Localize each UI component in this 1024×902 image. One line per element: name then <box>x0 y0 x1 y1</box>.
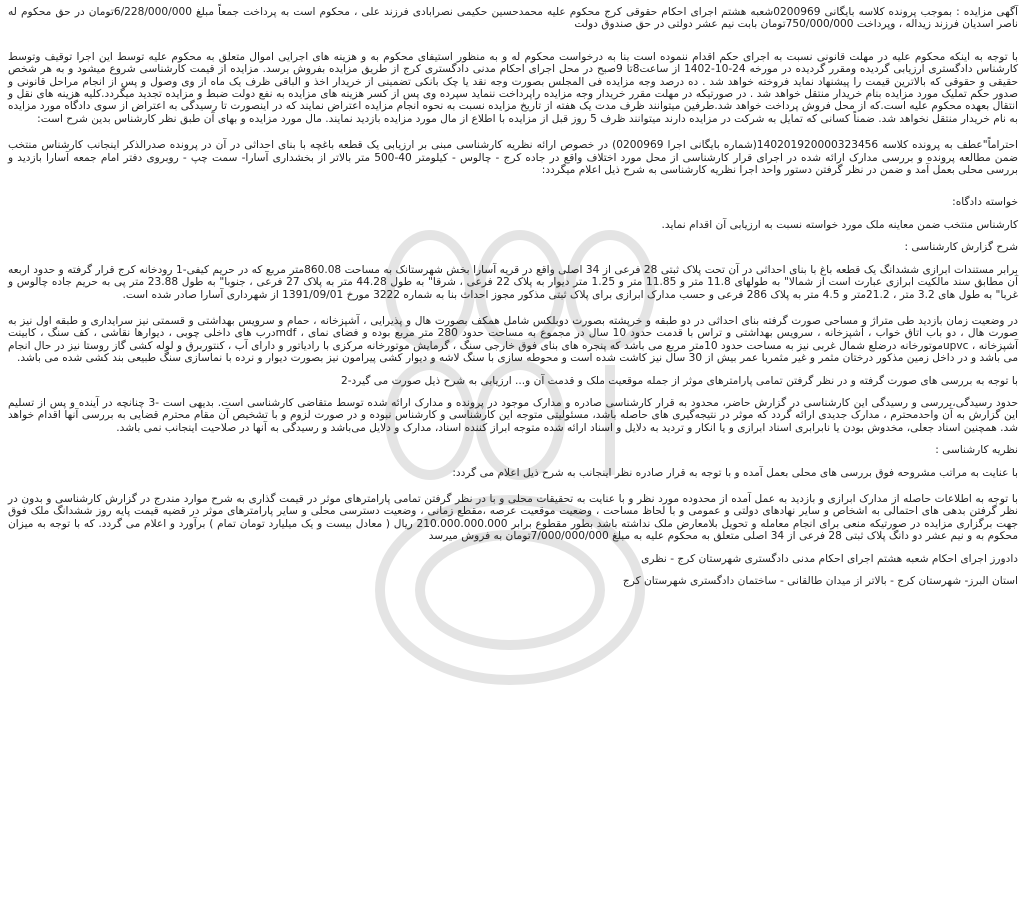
property-description: برابر مستندات ابرازی ششدانگ یک قطعه باغ با بنای احداثی در آن تحت پلاک ثبتی 28 فرعی از 34 اصلی واقع در قریه آسارا بخش شهرستانک به مساحت 860.08متر مربع که در حریم کیفی-1 رودخانه کرج قرار گرفته و حدود اربعه آن مطابق سند مالکیت ابرازی عبارت است از شمالا" به طولهای 11.8 متر و 11.85 متر و 1.25 متر دیوار به پلاک 22 فرعی ، شرقا" به طول 44.28 متر به پلاک 27 فرعی ، جنوبا" به طول 23.88 متر پی به حریم جاده چالوس و غربا" به طول های 3.2 متر ، 21.2متر و 4.5 متر به پلاک 286 فرعی و حسب مدارک ابرازی برای پلاک ثبتی مذکور مجوز احداث بنا به شماره 3222 مورخ 1391/09/01 از شهرداری آسارا صادر شده است. <box>8 263 1018 301</box>
scope-disclaimer: حدود رسیدگی،بررسی و رسیدگی این کارشناسی در گزارش حاضر، محدود به قرار کارشناسی صادره و مدارک موجود در پرونده و مدارک ارائه شده توسط متقاضی کارشناسی است. بدیهی است -3 چنانچه در آینده و پس از تسلیم این گزارش به آن واحدمحترم ، مدارک جدیدی ارائه گردد که موثر در نتیجه‌گیری های حاصله باشد، مسئولیتی متوجه این کارشناسی و کارشناس نبوده و در صورت لزوم و با تشخیص آن مقام محترم قضایی به بررسی آنها اقدام خواهد شد. همچنین اسناد جعلی، مخدوش بودن یا نابرابری اسناد ابرازی و یا انکار و تردید به دلایل و اسناد ارائه شده متوجه ابراز کننده اسناد، مدارک و دلایل می‌باشد و رسیدگی به آنها در صلاحیت اینجانب نمی باشد. <box>8 396 1018 434</box>
valuation-paragraph: با توجه به اطلاعات حاصله از مدارک ابرازی و بازدید به عمل آمده از محدوده مورد نظر و با عنایت به تحقیقات محلی و با در نظر گرفتن تمامی پارامترهای موثر در قیمت گذاری به شرح موارد مندرج در گزارش کارشناسی و بدون در نظر گرفتن بدهی های احتمالی به اشخاص و سایر نهادهای دولتی و عمومی و با لحاظ مساحت ، وضعیت موقعیت عرصه ،مقطع زمانی ، وضعیت دسترسی محلی و سایر پارامترهای موثر در قضیه قیمت پایه روز ششدانگ ملک فوق جهت برگزاری مزایده در صورتیکه منعی برای انجام معامله و تحویل بلامعارض ملک نداشته باشد بطور مقطوع برابر 210.000.000.000 ریال ( معادل بیست و یک میلیارد تومان تمام ) برآورد و اعلام می گردد. که با توجه به میزان محکوم به و نیم عشر دو دانگ پلاک ثبتی 28 فرعی از 34 اصلی متعلق به محکوم علیه به مبلغ 7/000/000/000تومان به فروش میرسد <box>8 492 1019 543</box>
auction-terms: با توجه به اینکه محکوم علیه در مهلت قانونی نسبت به اجرای حکم اقدام ننموده است بنا به درخواست محکوم له و به منظور استیفای محکوم به و هزینه های اجرایی اموال متعلق به محکوم علیه توسط این اجرا توقیف وتوسط کارشناس دادگستری ارزیابی گردیده ومقرر گردیده در مورخه 24-10-1402 از ساعت8تا 9صبح در محل اجرای احکام مدنی دادگستری کرج از طریق مزایده بفروش برسد. مزایده از قیمت کارشناسی شروع میشود و به هر شخص حقیقی و حقوقی که بالاترین قیمت را پیشنهاد نماید فروخته خواهد شد . ده درصد وجه مزایده فی المجلس بصورت وجه نقد یا چک بانکی تضمینی از خریدار اخذ و الباقی ظرف یک ماه از وی وصول و پس از انجام مراحل قانونی و صدور حکم تملیک مورد مزایده بنام خریدار منتقل خواهد شد . در صورتیکه در مهلت مقرر خریدار وجه مزایده راپرداخت ننماید سپرده وی پس از کسر هزینه های مزایده به نفع دولت ضبط و مزایده تجدید میگردد.کلیه هزینه های نقل و انتقال بعهده محکوم علیه است.که از محل فروش پرداخت خواهد شد.طرفین میتوانند ظرف مدت یک هفته از تاریخ مزایده نسبت به نحوه انجام مزایده اعتراض نمایند که در اینصورت تا رسیدگی به اعتراض از سوی دادگاه مورد مزایده به نام خریدار منتقل نخواهد شد. ضمناً کسانی که تمایل به شرکت در مزایده دارند میتوانند ظرف 5 روز قبل از مزایده با اطلاع از مال مورد مزایده بازدید نمایند. مال مورد مزایده و بهای آن طبق نظر کارشناس بدین شرح است: <box>8 50 1018 125</box>
expert-report-intro: احتراماً"عطف به پرونده کلاسه 140201920000323456(شماره بایگانی اجرا 0200969) در خصوص ارائه نظریه کارشناسی مبنی بر ارزیابی یک قطعه باغچه با بنای احداثی در آن در پرونده صدرالذکر اینجانب کارشناس منتخب ضمن مطالعه پرونده و بررسی مدارک ارائه شده در اجرای قرار کارشناسی از محل مورد اختلاف واقع در جاده کرج - چالوس - کیلومتر 40-500 متر بالاتر از بخشداری آسارا- سمت چپ - روبروی دفتر امام جمعه آسارا بازدید و بررسی محلی بعمل آمد و ضمن در نظر گرفتن دستور واحد اجرا نظریه کارشناسی به شرح ذیل اعلام میگردد: <box>8 139 1018 177</box>
evaluation-note: با توجه به بررسی های صورت گرفته و در نظر گرفتن تمامی پارامترهای موثر از جمله موقعیت ملک و قدمت آن و... ارزیابی به شرح ذیل صورت می گیرد-2 <box>340 374 1018 387</box>
court-request-heading: خواسته دادگاه: <box>952 196 1018 209</box>
notice-intro: آگهی مزایده : بموجب پرونده کلاسه بایگانی 0200969شعبه هشتم اجرای احکام حقوقی کرج محکوم علیه محمدحسین حکیمی نصرابادی فرزند علی ، محکوم است به پرداخت جمعاً مبلغ 6/228/000/000تومان در حق محکوم له ناصر اسدیان فرزند زیداله ، وپرداخت 750/000/000تومان بابت نیم عشر دولتی در حق صندوق دولت <box>8 6 1018 31</box>
report-heading: شرح گزارش کارشناسی : <box>904 241 1018 254</box>
signature-address: استان البرز- شهرستان کرج - بالاتر از میدان طالقانی - ساختمان دادگستری شهرستان کرج <box>622 575 1018 587</box>
signature-officer: دادورز اجرای احکام شعبه هشتم اجرای احکام مدنی دادگستری شهرستان کرج - نظری <box>641 552 1018 565</box>
building-description: در وضعیت زمان بازدید طی متراژ و مساحی صورت گرفته بنای احداثی در دو طبقه و خرپشته بصورت دوبلکس شامل همکف بصورت هال و پذیرایی ، آشپزخانه ، حمام و سرویس بهداشتی و قسمتی نیز سرایداری و طبقه اول نیز به صورت هال ، دو باب اتاق خواب ، آشپزخانه ، سرویس بهداشتی و تراس با قدمت حدود 10 سال در مجموع به مساحت حدود 280 متر مربع بوده و فضای نمای ، mdfدرب های داخلی چوبی ، دیوارها نقاشی ، کف سنگ ، کابینت آشپزخانه ، upvcموتورخانه درضلع شمال غربی نیز به مساحت حدود 10متر مربع می باشد که پنجره های بنای فوق خارجی سنگ ، گرمایش موتورخانه مرکزی با رادیاتور و دارای آب ، کنتوربرق و لوله کشی گاز روستا نیز در حال انجام می باشد و در داخل زمین مذکور درختان مثمر و غیر مثمربا عمر بیش از 30 سال نیز کاشت شده است و محوطه سازی با سنگ لاشه و دیوار کشی پیرامون نیز بصورت دیوار و نرده با نماسازی سنگ طبیعی بند کشی شده می باشد. <box>8 314 1019 365</box>
opinion-heading: نظریه کارشناسی : <box>935 444 1018 457</box>
court-request-text: کارشناس منتخب ضمن معاینه ملک مورد خواسته نسبت به ارزیابی آن اقدام نماید. <box>661 218 1018 231</box>
opinion-intro: با عنایت به مراتب مشروحه فوق بررسی های محلی بعمل آمده و با توجه به قرار صادره نظر اینجانب به شرح ذیل اعلام می گردد: <box>452 466 1018 479</box>
notice-body <box>8 6 1018 587</box>
